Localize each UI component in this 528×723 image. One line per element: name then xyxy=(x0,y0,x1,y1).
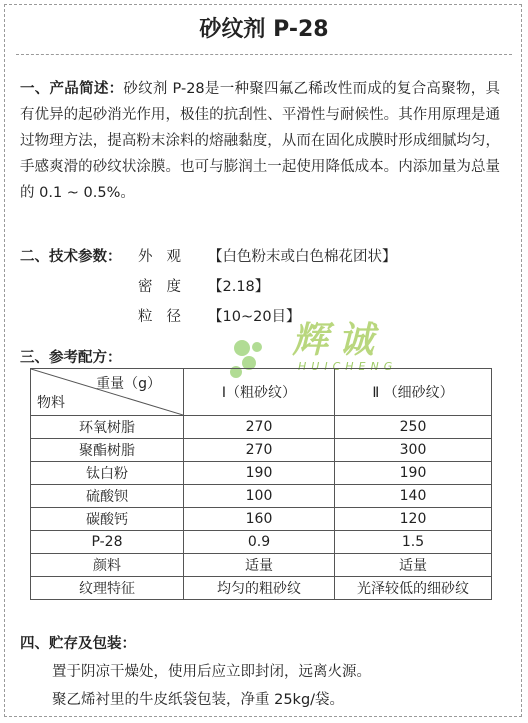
fine-value: 250 xyxy=(335,416,492,439)
header-fine: Ⅱ （细砂纹） xyxy=(335,369,492,416)
intro-text: 砂纹剂 P-28是一种聚四氟乙稀改性而成的复合高聚物，具有优异的起砂消光作用，极佳的抗刮性、平滑性与耐候性。其作用原理是通过物理方法，提高粉末涂料的熔融黏度，从而在固化成膜时形成细腻均匀，手感爽滑的砂纹状涂膜。也可与膨润土一起使用降低成本。内添加量为总量的 0.1 ~ 0.5%。 xyxy=(20,81,501,201)
material-name: P-28 xyxy=(31,531,184,554)
storage-line: 置于阴凉干燥处，使用后应立即封闭，远离火源。 xyxy=(52,664,371,680)
fine-value: 1.5 xyxy=(335,531,492,554)
material-name: 颜料 xyxy=(31,554,184,577)
table-row xyxy=(31,462,492,485)
material-name: 纹理特征 xyxy=(31,577,184,600)
fine-value: 120 xyxy=(335,508,492,531)
fine-value: 140 xyxy=(335,485,492,508)
formula-heading: 三、参考配方： xyxy=(20,350,122,366)
param-row-density xyxy=(138,275,269,296)
coarse-value: 100 xyxy=(184,485,335,508)
fine-value: 300 xyxy=(335,439,492,462)
diagonal-header-cell xyxy=(31,369,184,416)
coarse-value: 均匀的粗砂纹 xyxy=(184,577,335,600)
coarse-value: 0.9 xyxy=(184,531,335,554)
table-row xyxy=(31,508,492,531)
header-coarse: Ⅰ（粗砂纹） xyxy=(184,369,335,416)
header-weight: 重量（g） xyxy=(96,376,161,392)
coarse-value: 270 xyxy=(184,416,335,439)
table-row xyxy=(31,577,492,600)
logo-dot-icon xyxy=(234,340,250,356)
logo-chinese-text: 辉诚 xyxy=(292,319,385,361)
page-title: 砂纹剂 P-28 xyxy=(199,17,329,42)
material-name: 钛白粉 xyxy=(31,462,184,485)
table-row xyxy=(31,531,492,554)
coarse-value: 适量 xyxy=(184,554,335,577)
param-key: 粒径 xyxy=(138,309,195,325)
param-key: 密度 xyxy=(138,279,195,295)
material-name: 硫酸钡 xyxy=(31,485,184,508)
table-header-row xyxy=(31,369,492,416)
material-name: 碳酸钙 xyxy=(31,508,184,531)
table-row xyxy=(31,554,492,577)
table-row xyxy=(31,485,492,508)
table-row xyxy=(31,416,492,439)
params-heading: 二、技术参数： xyxy=(20,249,122,265)
coarse-value: 270 xyxy=(184,439,335,462)
material-name: 环氧树脂 xyxy=(31,416,184,439)
param-row-appearance xyxy=(138,245,397,266)
coarse-value: 160 xyxy=(184,508,335,531)
param-value: 【白色粉末或白色棉花团状】 xyxy=(208,249,397,265)
table-row xyxy=(31,439,492,462)
fine-value: 光泽较低的细砂纹 xyxy=(335,577,492,600)
material-name: 聚酯树脂 xyxy=(31,439,184,462)
coarse-value: 190 xyxy=(184,462,335,485)
param-value: 【10~20目】 xyxy=(208,309,301,325)
intro-heading: 一、产品简述： xyxy=(20,81,124,97)
storage-line: 聚乙烯衬里的牛皮纸袋包装，净重 25kg/袋。 xyxy=(52,692,345,708)
param-key: 外观 xyxy=(138,249,195,265)
storage-heading: 四、贮存及包装： xyxy=(20,636,136,652)
intro-paragraph xyxy=(20,76,500,206)
fine-value: 适量 xyxy=(335,554,492,577)
formula-table xyxy=(30,368,492,600)
header-material: 物料 xyxy=(37,395,65,411)
title-divider xyxy=(16,54,512,55)
fine-value: 190 xyxy=(335,462,492,485)
logo-dot-icon xyxy=(252,342,262,352)
param-value: 【2.18】 xyxy=(208,279,270,295)
logo-english-text: HUICHENG xyxy=(298,360,398,373)
